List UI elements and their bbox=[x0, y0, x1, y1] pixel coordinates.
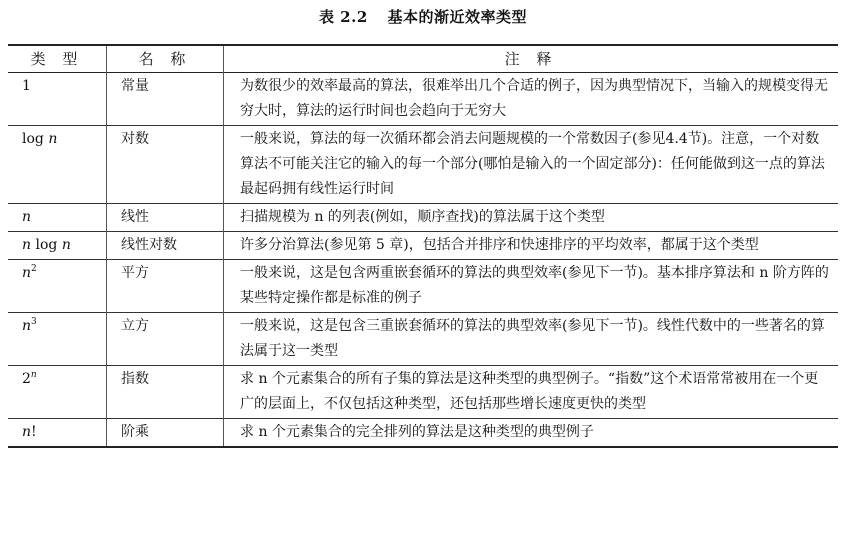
type-cell bbox=[8, 204, 107, 232]
type-exponent: 3 bbox=[31, 317, 37, 327]
note-cell: 一般来说，这是包含两重嵌套循环的算法的典型效率(参见下一节)。基本排序算法和 n 阶方阵的某些特定操作都是标准的例子 bbox=[240, 265, 829, 306]
type-variable: n bbox=[22, 318, 32, 334]
header-name: 名 称 bbox=[107, 45, 224, 73]
type-text: 2 bbox=[22, 371, 31, 387]
table-title: 基本的渐近效率类型 bbox=[387, 8, 528, 26]
type-variable: n bbox=[61, 237, 71, 253]
note-cell: 求 n 个元素集合的所有子集的算法是这种类型的典型例子。“指数”这个术语常常被用在一个更广的层面上，不仅包括这种类型，还包括那些增长速度更快的类型 bbox=[240, 371, 819, 412]
efficiency-classes-table bbox=[8, 44, 838, 448]
note-cell: 一般来说，这是包含三重嵌套循环的算法的典型效率(参见下一节)。线性代数中的一些著名的算法属于这一类型 bbox=[240, 318, 825, 359]
table-row bbox=[8, 204, 838, 232]
header-row bbox=[8, 45, 838, 73]
type-cell bbox=[8, 260, 107, 313]
type-variable: n bbox=[22, 265, 32, 281]
table-row bbox=[8, 419, 838, 448]
type-text: ! bbox=[31, 424, 37, 440]
type-exponent: n bbox=[30, 370, 37, 380]
type-cell bbox=[8, 419, 107, 448]
table-number: 表 2.2 bbox=[318, 8, 368, 26]
note-cell: 求 n 个元素集合的完全排列的算法是这种类型的典型例子 bbox=[240, 424, 594, 440]
header-type: 类 型 bbox=[8, 45, 107, 73]
name-cell: 线性 bbox=[107, 204, 224, 232]
type-variable: n bbox=[22, 237, 32, 253]
table-row bbox=[8, 366, 838, 419]
table-caption bbox=[0, 6, 846, 27]
type-cell bbox=[8, 73, 107, 126]
type-text: 1 bbox=[22, 78, 31, 94]
type-exponent: 2 bbox=[31, 264, 37, 274]
name-cell: 对数 bbox=[107, 126, 224, 204]
name-cell: 阶乘 bbox=[107, 419, 224, 448]
note-cell: 许多分治算法(参见第 5 章)，包括合并排序和快速排序的平均效率，都属于这个类型 bbox=[240, 237, 759, 253]
type-variable: n bbox=[22, 209, 32, 225]
name-cell: 指数 bbox=[107, 366, 224, 419]
name-cell: 线性对数 bbox=[107, 232, 224, 260]
table-row bbox=[8, 73, 838, 126]
name-cell: 常量 bbox=[107, 73, 224, 126]
type-variable: n bbox=[48, 131, 58, 147]
type-variable: n bbox=[22, 424, 32, 440]
type-cell bbox=[8, 313, 107, 366]
table-row bbox=[8, 232, 838, 260]
table-row bbox=[8, 126, 838, 204]
note-cell: 为数很少的效率最高的算法，很难举出几个合适的例子，因为典型情况下，当输入的规模变得无穷大时，算法的运行时间也会趋向于无穷大 bbox=[240, 78, 828, 119]
type-cell bbox=[8, 126, 107, 204]
type-cell bbox=[8, 366, 107, 419]
name-cell: 立方 bbox=[107, 313, 224, 366]
type-text: log bbox=[22, 131, 49, 147]
note-cell: 扫描规模为 n 的列表(例如，顺序查找)的算法属于这个类型 bbox=[240, 209, 605, 225]
type-cell bbox=[8, 232, 107, 260]
table-row bbox=[8, 260, 838, 313]
table-row bbox=[8, 313, 838, 366]
name-cell: 平方 bbox=[107, 260, 224, 313]
note-cell: 一般来说，算法的每一次循环都会消去问题规模的一个常数因子(参见4.4节)。注意，一个对数算法不可能关注它的输入的每一个部分(哪怕是输入的一个固定部分)：任何能做到这一点的算法最起码拥有线性运行时间 bbox=[240, 131, 825, 197]
type-text: log bbox=[31, 237, 62, 253]
header-note: 注 释 bbox=[504, 50, 558, 68]
